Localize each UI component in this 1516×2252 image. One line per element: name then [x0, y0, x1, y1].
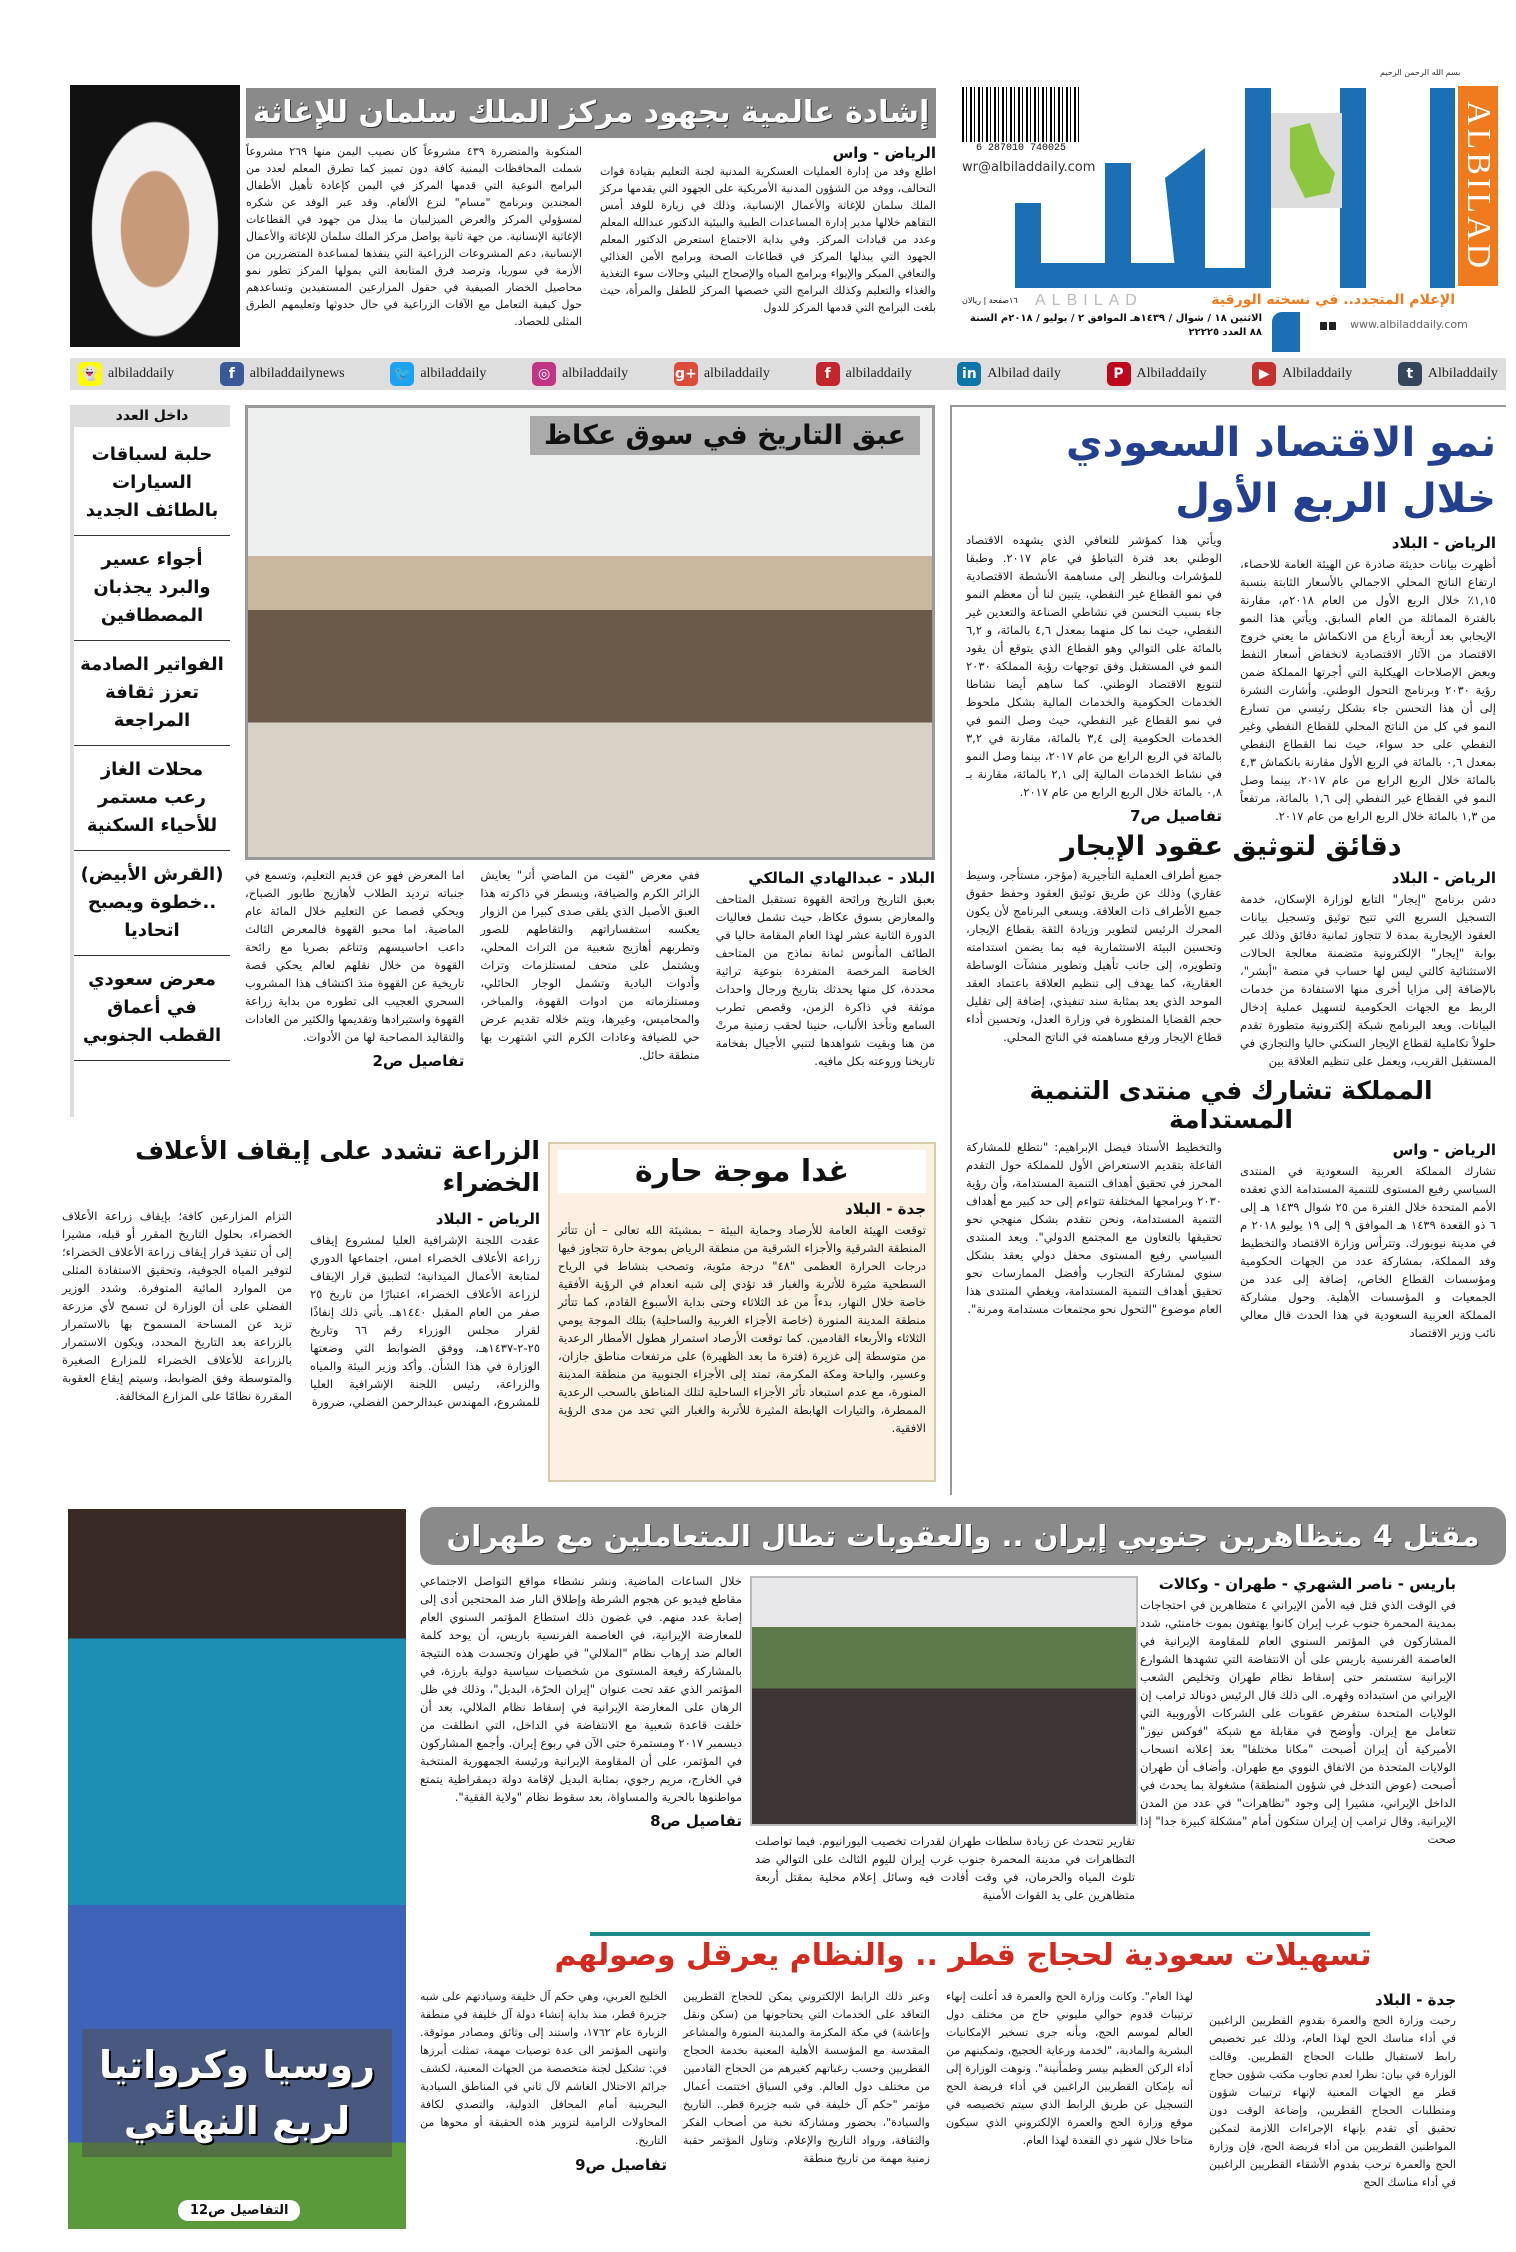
ejar-headline[interactable]: دقائق لتوثيق عقود الإيجار: [1060, 831, 1402, 862]
social-handle: albiladdaily: [845, 366, 912, 381]
iran-text-1: في الوقت الذي قتل فيه الأمن الإيراني ٤ متظاهرين في احتجاجات بمدينة المحمرة جنوب غرب إيران كانوا يهتفون بموت خامنئي، شدد المشاركون في المؤتمر السنوي العام للمقاومة الإيرانية في العاصمة الفرنسية باريس على أن الانتفاضة التي تشهدها الشوارع الإيرانية ستستمر حتى إسقاط نظام طهران وتخليص الشعب الإيراني من استبداده وقهره. الى ذلك قال الرئيس دونالد ترامب إن الولايات المتحدة ستفرض عقوبات على الشركات الأوروبية التي تتعامل مع إيران. وأوضح في مقابلة مع شبكة "فوكس نيوز" الأميركية أن إيران أصبحت "مكانا مختلفا" بعد إعلانه انسحاب الولايات المتحدة من الاتفاق النووي مع طهران. وأضاف أن طهران أصبحت (عوض التدخل في شؤون المنطقة) مشغولة بما يحدث في الداخل الإيراني، مشيرا إلى وجود "تظاهرات" في عدد من المدن الإيرانية. وقال ترامب إن إيران ستكون أمام "مشكلة كبيرة جدا" إذا صحت: [1140, 1598, 1456, 1846]
heat-box: [548, 1142, 936, 1482]
social-pinterest[interactable]: [1107, 362, 1207, 386]
ejar-dateline: الرياض - البلاد: [1391, 869, 1496, 887]
logo-tail: [1272, 312, 1300, 352]
ejar-text-2: جميع أطراف العملية التأجيرية (مؤجر، مستأجر، وسيط عقاري) وذلك عن طريق توثيق العقود وحفظ حقوق جميع الأطراف ذات العلاقة. ويسعى البرنامج لأن يكون المحرك الرئيس لتطوير وزيادة الثقة بقطاع الإيجار، وتحسين البيئة الاستثمارية فيه بما يضمن استدامته وتطويره، إلى جانب تأهيل وتطوير منشآت الوساطة العقارية، كما يهدف إلى تنظيم العلاقة باعتماد العقد الموحد الذي يعد بمثابة سند تنفيذي، إضافة إلى تقليل حجم القضايا المنظورة في وزارة العدل، وتحسين أداء قطاع الإيجار ورفع مساهمته في الناتج المحلي.: [966, 868, 1222, 1044]
inside-item[interactable]: حلبة لسباقات السيارات بالطائف الجديد: [74, 431, 230, 536]
lead-text-2: المنكوبة والمتضررة ٤٣٩ مشروعاً كان نصيب اليمن منها ٢٦٩ مشروعاً شملت المحافظات اليمنية كافة دون تمييز كما تطرق المعلم لعدد من البرامج النوعية التي قدمها المركز في اليمن كإعادة تأهيل الأطفال المجندين وبرنامج "مسام" لنزع الألغام. وقد عبر الوفد عن شكره لمسؤولي المركز والعرض الميزلبيان ما يبذل من جهود في القطاعات الإغاثية الإنسانية. من جهة ثانية يواصل مركز الملك سلمان للإغاثة والأعمال الإنسانية، دعم المشروعات الزراعية التي ينفذها لمساعدة المتضررين من الأزمة في سوريا، وترصد فرق المتابعة التي يمولها المركز تطور نمو محاصيل الخضار الصيفية في حقول المزارعين المستفيدين وتساعدهم حول كيفية التعامل مع الآفات الزراعية في حال حدوثها وتعليمهم الطرق المثلى للحصاد.: [246, 145, 583, 328]
iran-dateline: باريس - ناصر الشهري - طهران - وكالات: [1158, 1575, 1456, 1593]
qatar-text-3: وعبر ذلك الرابط الإلكتروني يمكن للحجاج القطريين التعاقد على الخدمات التي يحتاجونها من (سكن ونقل وإعاشة) في مكة المكرمة والمدينة المنورة والمشاعر المقدسة مع المؤسسة الأهلية المعنية بخدمة الحجاج القطريين وحسب رغباتهم كغيرهم من الحجاج القادمين من مختلف دول العالم. وفي السياق اختتمت أعمال مؤتمر "حكم آل خليفة في شبه جزيرة قطر.. التاريخ والسيادة"، بحضور ومشاركة نخبة من أصحاب الفكر والثقافة، ورواد التاريخ والإعلام. وتناول المؤتمر حقبة زمنية مهمة من تاريخ منطقة: [683, 1990, 930, 2165]
dateline-issue: الاثنين ١٨ / شوال / ١٤٣٩هـ الموافق ٢ / يوليو / ٢٠١٨م السنة ٨٨ العدد ٢٢٢٢٥: [969, 313, 1262, 338]
social-tumblr[interactable]: [1398, 362, 1498, 386]
barcode: [962, 87, 1080, 142]
qatar-text-4: الخليج العربي، وهي حكم آل خليفة وسيادتهم على شبه جزيرة قطر، منذ بداية إنشاء دولة آل خليفة في منطقة الزبارة عام ١٧٦٢، واستند إلى وثائق ومصادر موثوقة. وانتهى المؤتمر الى عدة توصيات مهمة، تمثلت أبرزها في: تشكيل لجنة متخصصة من الجهات المعنية، لكشف جرائم الاحتلال الغاشم لآل ثاني في المناطق السيادية البحرينية أمام المحافل الدولية، والتصدي لكافة المحاولات الرامية لتزوير هذه الحقيقة أو محوها من التاريخ.: [420, 1990, 668, 2147]
twitter-icon: 🐦: [390, 362, 414, 386]
email[interactable]: wr@albiladdaily.com: [962, 160, 1096, 175]
iran-text-left: [420, 1572, 742, 1830]
okaz-text-2: ففي معرض "لقيت من الماضي أثر" يعايش الزائر الكرم والضيافة، ويسطر في ذاكرته هذا العبق الأصيل الذي يلقى صدى كبيرا من الزوار يعكسه استفساراتهم والتقاطهم للصور وتطربهم أهازيج شعبية من التراث المحلي، ويشتمل على متحف لمستلزمات وتراث وأدوات البادية وتشمل الوجار الحائلي، ومستلزماته من ادوات القهوة، والمباخر، والمحاميس، وغيرها، ويتم خلاله تقديم عرض حي للضيافة وعادات الكرم التي اشتهرت بها منطقة حائل.: [480, 868, 700, 1062]
football-photo: [68, 1509, 406, 2229]
agri-headline[interactable]: الزراعة تشدد على إيقاف الأعلاف الخضراء: [135, 1136, 540, 1197]
sport-headline-1[interactable]: روسيا وكرواتيا: [99, 2043, 375, 2087]
flipboard-icon: f: [816, 362, 840, 386]
social-snapchat[interactable]: [78, 362, 174, 386]
sport-more-link[interactable]: التفاصيل ص12: [178, 2200, 300, 2221]
logo-english-text: ALBILAD: [1460, 100, 1497, 272]
iran-text-right: [1140, 1572, 1456, 1848]
social-handle: Albilad daily: [987, 366, 1061, 381]
social-facebook[interactable]: [220, 362, 345, 386]
inside-item[interactable]: أجواء عسير والبرد يجذبان المصطافين: [74, 536, 230, 641]
social-handle: albiladdailynews: [249, 366, 345, 381]
right-column: [950, 405, 1506, 1495]
heat-text: توقعت الهيئة العامة للأرصاد وحماية البيئة – بمشيئة الله تعالى – أن تتأثر المنطقة الشرقية والأجزاء الشرقية من منطقة الرياض بموجة حارة تتجاوز فيها درجات الحرارة العظمى "٤٨" درجة مئوية، وتصحب بنشاط في الرياح السطحية مثيرة للأتربة والغبار قد تؤدي إلى شبه انعدام في الرؤية الأفقية خاصة خلال النهار، بدءاً من غد الثلاثاء وحتى بداية الأسبوع القادم، كما تتأثر منطقة المدينة المنورة (خاصة الأجزاء الغربية والساحلية) بتلك الموجة يومي الثلاثاء والأربعاء القادمين. كما توقعت الأرصاد استمرار هطول الأمطار الرعدية من متوسطة إلى غزيرة (فترة ما بعد الظهيرة) على مرتفعات مناطق جازان، وعسير، والباحة ومكة المكرمة، تمتد إلى الأجزاء الجنوبية من منطقة المدينة المنورة، مع عدم استبعاد تأثر الأجزاء الساحلية لتلك المناطق بالسحب الرعدية الممطرة، والتيارات الهابطة المثيرة للأتربة والغبار التي تحد من مدى الرؤية الافقية.: [558, 1223, 926, 1435]
iran-caption: تقارير تتحدث عن زيادة سلطات طهران لقدرات تخصيب اليورانيوم. فيما تواصلت التظاهرات في مدينة المحمرة جنوب غرب إيران لليوم الثالث على التوالي ضد تلوث المياه والحرمان، في وقت أفادت فيه وسائل إعلام محلية بمقتل أربعة متظاهرين على يد القوات الأمنية: [755, 1834, 1135, 1902]
youtube-icon: ▶: [1252, 362, 1276, 386]
social-handle: albiladdaily: [108, 366, 175, 381]
lead-dateline: الرياض - واس: [832, 144, 936, 162]
social-flipboard[interactable]: [816, 362, 912, 386]
economy-dateline: الرياض - البلاد: [1391, 534, 1496, 552]
iran-text-2: خلال الساعات الماضية. ونشر نشطاء مواقع التواصل الاجتماعي مقاطع فيديو عن هجوم الشرطة وإطلاق النار ضد المحتجين أدى إلى إصابة عدد منهم. في غضون ذلك استطاع المؤتمر السنوي العام للمعارضة الإيرانية، في العاصمة الفرنسية باريس، أن يوحد كلمة العالم ضد إرهاب نظام "الملالي" في طهران وتجسدت هذه النتيجة بالمشاركة رفيعة المستوى من شخصيات سياسية دولية بارزة، في المؤتمر الذي عقد تحت عنوان "إيران الحرّة، البديل"، وذلك في ظل الرهان على المعارضة الإيرانية في إسقاط نظام الملالي، بعد أن خلقت قاعدة شعبية مع الانتفاضة في الداخل، التي انطلقت من ديسمبر ٢٠١٧ ومستمرة حتى الآن في ربوع إيران. وأجمع المشاركون في المؤتمر، على أن المقاومة الإيرانية ورئيسة الجمهورية المنتخبة في الخارج، مريم رجوي، بمثابة البديل لإقامة دولة ديمقراطية يتمتع مواطنوها بالحرية والمساواة، بعد سقوط نظام "ولاية الفقية".: [420, 1574, 742, 1804]
qatar-dateline: جدة - البلاد: [1375, 1991, 1456, 2009]
economy-text-1: أظهرت بيانات حديثة صادرة عن الهيئة العامة للاحصاء، ارتفاع الناتج المحلي الاجمالي بالأسعار الثابتة بنسبة ١,١٥٪ خلال الربع الأول من العام ٢٠١٨م، مقارنة بالفترة المماثلة من العام السابق. ويأتي هذا النمو الإيجابي بعد أربعة أرباع من الانكماش ما يعني خروج الاقتصاد من الآثار الاقتصادية لانخفاض أسعار النفط وبعض الإصلاحات الهيكلية التي أجرتها المملكة ضمن رؤية ٢٠٣٠ وبرنامج التحول الوطني. وأشارت النشرة إلى أن هذا التحسن جاء بشكل رئيسي من تسارع النمو في كل من الناتج المحلي للقطاع النفطي وغير النفطي على حد سواء، حيث نما القطاع النفطي بمعدل ٠,٦ بالمائة في الربع الأول مقارنة بانكماش ٤,٣ بالمائة خلال الربع الرابع من عام ٢٠١٧، بينما وصل النمو في القطاع غير النفطي إلى ١,٦ بالمائة، مرتفعاً من ١,٣ بالمائة خلال الربع الرابع من عام ٢٠١٧.: [1240, 557, 1497, 823]
lead-article: [246, 143, 936, 330]
agri-dateline: الرياض - البلاد: [435, 1210, 540, 1228]
social-handle: Albiladdaily: [1427, 366, 1498, 381]
website-squares-icon: [1320, 322, 1336, 330]
social-google-plus[interactable]: [674, 362, 770, 386]
pinterest-icon: P: [1107, 362, 1131, 386]
linkedin-icon: in: [957, 362, 981, 386]
qatar-text-1: رحبت وزارة الحج والعمرة بقدوم القطريين الراغبين في أداء مناسك الحج لهذا العام، وذلك عبر تخصيص رابط لاستقبال طلبات الحجاج القطريين. وقالت الوزارة في بيان: نظرا لعدم تجاوب مكتب شؤون حجاج قطر مع الجهات المعنية لإنهاء ترتيبات شؤون ومتطلبات الحجاج القطريين، وإضاعة الوقت دون تحقيق أي تقدم بإنهاء الإجراءات اللازمة لتمكين المواطنين القطريين من أداء فريضة الحج، فإن وزارة الحج والعمرة ترحب بقدوم الأشقاء القطريين الراغبين في أداء مناسك الحج: [1209, 2014, 1456, 2189]
inside-box: [70, 405, 230, 1117]
economy-headline[interactable]: نمو الاقتصاد السعودي خلال الربع الأول: [1065, 420, 1496, 522]
forum-headline[interactable]: المملكة تشارك في منتدى التنمية المستدامة: [1029, 1076, 1433, 1134]
forum-dateline: الرياض - واس: [1392, 1141, 1496, 1159]
lead-col-right: [600, 143, 936, 330]
lead-text-1: اطلع وفد من إدارة العمليات العسكرية المدنية لجنة التعليم بقيادة قوات التحالف، ووفد من الشؤون المدنية الأمريكية على الجهود التي يقدمها مركز الملك سلمان للإغاثة والأعمال الإنسانية، وذلك في زيارة للوفد أمس التقاهم خلالها مدير إدارة المساعدات الطبية والبيئية الدكتور عبدالله المعلم وعدد من قيادات المركز. وفي بداية الاجتماع استعرض الدكتور المعلم الجهود التي يبذلها المركز في قطاعات الصحة وبرامج الأمن الغذائي والتعافي المبكر والإيواء وبرامج المياه والإصحاح البيئي وحالات سوء التغذية والغذاء والتعليم وكذلك البرامج التي خصصها المركز للطفل والمرأة، حيث بلغت البرامج التي قدمها المركز للدول: [600, 165, 936, 314]
barcode-number: 6 287010 740025: [975, 143, 1066, 154]
okaz-text-3: اما المعرض فهو عن قديم التعليم، وتسمع في جنباته ترديد الطلاب لأهازيج طابور الصباح، ويحكي قصصا عن التعليم خلال المائة عام الماضية. اما محبو القهوة فالمعرض الثالث داعب احاسيسهم وتناغم بصريا مع رائحة القهوة من خلال نقلهم لعالم يحكي قصة تاريخية عن القهوة منذ اكتشاف هذا المشروب السحري العجيب الى تطوره من بداية زراعة القهوة واستيرادها وتقديمها والكثير من العادات والتقاليد المصاحبة لها من الأدوات.: [245, 868, 465, 1044]
qatar-text-2: لهذا العام". وكانت وزارة الحج والعمرة قد أعلنت إنهاء ترتيبات قدوم حوالي مليوني حاج من مختلف دول العالم لموسم الحج، وبأنه جرى تسخير الإمكانيات البشرية والمادية، "لخدمة ورعاية الحجيج، وتمكينهم من أداء الركن العظيم بيسر وطمأنينة". ونوهت الوزارة إلى أنه بإمكان القطريين الراغبين في أداء فريضة الحج التسجيل عن طريق الرابط الذي سيتم تخصيصه في موقع وزارة الحج والعمرة الإلكتروني الذي سيكون متاحا خلال شهر ذي القعدة لهذا العام.: [946, 1990, 1193, 2147]
okaz-dateline: البلاد - عبدالهادي المالكي: [748, 869, 935, 887]
social-linkedin[interactable]: [957, 362, 1061, 386]
iran-headline[interactable]: مقتل 4 متظاهرين جنوبي إيران .. والعقوبات تطال المتعاملين مع طهران: [420, 1507, 1506, 1565]
heat-dateline: جدة - البلاد: [845, 1200, 926, 1218]
logo-english-small: ALBILAD: [1035, 292, 1143, 309]
okaz-text-1: بعبق التاريخ ورائحة القهوة تستقبل المتاحف والمعارض بسوق عكاظ، حيث تشمل فعاليات الدورة الثانية عشر لهذا العام المقامة حاليا في الطائف المأنوس ثمانة نماذج من المتاحف الخاصة المرخصة المتفردة بنوعية تراثية محددة، كل منها يحدثك بتاريخ ورجال واحداث موثقة في ذاكرة الزمن، وقصص تطرب السامع وتأخذ الألباب، حنينا لحقب زمنية مرتْ من هنا وبقيت شواهدها لتنبي الأجيال بفخامة تاريخنا وروعته بكل مافيه.: [715, 892, 935, 1068]
heat-headline[interactable]: غدا موجة حارة: [558, 1150, 926, 1193]
basmala: بسم الله الرحمن الرحيم: [1380, 68, 1461, 77]
qatar-more-link[interactable]: تفاصيل ص9: [575, 2156, 667, 2174]
inside-title: داخل العدد: [74, 405, 230, 427]
okaz-more-link[interactable]: تفاصيل ص2: [372, 1052, 465, 1070]
social-handle: albiladdaily: [562, 366, 629, 381]
economy-text-2: ويأتي هذا كمؤشر للتعافي الذي يشهده الاقتصاد الوطني بعد فترة التباطؤ في عام ٢٠١٧. وطبقا للمؤشرات وبالنظر إلى مساهمة الأنشطة الاقتصادية في نمو القطاع غير النفطي، يتبين لنا أن معظم النمو جاء بسبب التحسن في نشاطي الصناعة والتعدين غير النفطي، حيث نما كل منهما بمعدل ٤,٦ بالمائة، و ٦,٢ بالمائة على التوالي وهو القطاع الذي يتوقع أن يقود النمو في المستقبل وفق توجهات رؤية المملكة ٢٠٣٠ لتنويع الاقتصاد الوطني. كما ساهم أيضا نشاطا الخدمات الحكومية والخدمات المالية بشكل ملحوظ في نمو القطاع غير النفطي، حيث وصل النمو في الخدمات الحكومية إلى ٣,٤ بالمائة، مقارنة في ٣,٢ بالمائة في الربع الرابع من عام ٢٠١٧، بينما وصل النمو في نشاط الخدمات المالية إلى ٢,١ بالمائة، مقارنة بـ ٠,٨ بالمائة خلال الربع الرابع من عام ٢٠١٧.: [966, 533, 1223, 799]
agri-text-1: عقدت اللجنة الإشرافية العليا لمشروع إيقاف زراعة الأعلاف الخضراء امس، اجتماعها الدوري لمتابعة الأعمال الميدانية؛ لتطبيق قرار الإيقاف لزراعة الأعلاف الخضراء، اعتبارًا من تاريخ ٢٥ صفر من العام المقبل ١٤٤٠هـ. يأتي ذلك إنفاذًا لقرار مجلس الوزراء رقم ٦٦ وتاريخ ٢٥-٢-١٤٣٧هـ، ووفق الضوابط التي وضعتها الوزارة في هذا الشأن. وأكد وزير البيئة والمياه والزراعة، رئيس اللجنة الإشرافية العليا للمشروع، المهندس عبدالرحمن الفضلي، ضرورة: [310, 1233, 540, 1409]
tagline: الإعلام المتجدد.. في نسخته الورقية: [1211, 292, 1455, 308]
forum-text-2: والتخطيط الأستاذ فيصل الإبراهيم: "نتطلع للمشاركة الفاعلة بتقديم الاستعراض الأول للمملكة حول التقدم المحرز في تحقيق أهداف التنمية المستدامة، وأن رؤية ٢٠٣٠ وبرامجها المختلفة تتواءم إلى حد كبير مع أهداف التنمية المستدامة، ونحن نتقدم بشكل منهجي نحو تحقيقها بالتعاون مع المجتمع الدولي". ويعد المنتدى السياسي رفيع المستوى محفل دولي يعقد بشكل سنوي لمشاركة التجارب وأفضل الممارسات نحو تحقيق أهداف التنمية المستدامة، ويغطي المنتدى هذا العام موضوع "التحول نحو مجتمعات مستدامة ومرنة".: [966, 1140, 1222, 1316]
agri-article: [62, 1135, 540, 1411]
snapchat-icon: 👻: [78, 362, 102, 386]
google-plus-icon: g+: [674, 362, 698, 386]
forum-text-1: تشارك المملكة العربية السعودية في المنتدى السياسي رفيع المستوى للتنمية المستدامة الذي تعقده الأمم المتحدة خلال الفترة من ٢٥ شوال ١٤٣٩ هـ إلى ٦ ذو القعدة ١٤٣٩ هـ الموافق ٩ إلى ١٩ يوليو ٢٠١٨ م في مدينة نيويورك. وتترأس وزارة الاقتصاد والتخطيط وفد المملكة، بمشاركة عدد من الجهات الحكومية ومؤسسات القطاع الخاص، إضافة إلى عدد من الجمعيات و المؤسسات الأهلية. وحول مشاركة المملكة العربية السعودية في هذا الحدث قال معالي نائب وزير الاقتصاد: [1240, 1164, 1496, 1340]
inside-item[interactable]: (القرش الأبيض) ..خطوة ويصبح اتحاديا: [74, 851, 230, 956]
inside-item[interactable]: الفواتير الصادمة تعزز ثقافة المراجعة: [74, 641, 230, 746]
social-handle: Albiladdaily: [1136, 366, 1207, 381]
inside-item[interactable]: محلات الغاز رعب مستمر للأحياء السكنية: [74, 746, 230, 851]
qatar-headline[interactable]: تسهيلات سعودية لحجاج قطر .. والنظام يعرقل وصولهم: [554, 1938, 1372, 1973]
iran-more-link[interactable]: تفاصيل ص8: [650, 1812, 742, 1830]
economy-more-link[interactable]: تفاصيل ص7: [1130, 807, 1222, 825]
sport-headline-2[interactable]: لربع النهائي: [123, 2099, 351, 2143]
iran-protest-photo: [750, 1576, 1138, 1826]
website[interactable]: www.albiladdaily.com: [1350, 318, 1468, 331]
lead-headline[interactable]: إشادة عالمية بجهود مركز الملك سلمان للإغاثة: [246, 88, 936, 138]
social-instagram[interactable]: [532, 362, 628, 386]
social-handle: albiladdaily: [420, 366, 487, 381]
okaz-headline[interactable]: عبق التاريخ في سوق عكاظ: [530, 416, 920, 455]
okaz-article: [245, 866, 935, 1070]
agri-text-2: التزام المزارعين كافة؛ بإيقاف زراعة الأعلاف الخضراء، بحلول التاريخ المقرر أو قبله، مشيرا إلى أن تنفيذ قرار إيقاف زراعة الأعلاف الخضراء؛ لتوفير المياه الجوفية، وتحقيق الاستفادة المثلى من الموارد المائية المتوفرة. وشدد الوزير الفضلي على أن الوزارة لن تسمح لأي مزرعة تزيد عن المساحة المسموح بها بالاستمرار بالزراعة بعد التاريخ المحدد، ويكون الاستمرار بالزراعة للأعلاف الخضراء للمزارع الصغيرة والمتوسطة وفق الضوابط، وسيتم إيقاع العقوبة المقررة نظامًا على المزارع المخالفة.: [62, 1209, 292, 1403]
logo-english-strip: [1458, 86, 1498, 286]
ejar-text-1: دشن برنامج "إيجار" التابع لوزارة الإسكان، خدمة التسجيل السريع التي تتيح توثيق وتسجيل بيانات العقود الإيجارية بمدة لا تتجاوز ثمانية دقائق وذلك عبر بوابة "إيجار" الإلكترونية متضمنة معالجة الحالات الاستثنائية كالتي ليس لها حساب في منصة "أبشر"، بالإضافة إلى مزايا أخرى منها الاستفادة من خدمات الربط مع الجهات الحكومية لتسهيل عملية إدخال البيانات. ويعد البرنامج شبكة إلكترونية متطورة تقدم حلولاً تكاملية لقطاع الإيجار السكني حاليا والتجاري في المستقبل القريب، ويعمل على تنظيم العلاقة بين: [1240, 892, 1496, 1068]
teal-divider: [590, 1932, 1370, 1936]
social-handle: albiladdaily: [703, 366, 770, 381]
qatar-article: [420, 1988, 1456, 2192]
inside-item[interactable]: معرض سعودي في أعماق القطب الجنوبي: [74, 956, 230, 1061]
tumblr-icon: t: [1398, 362, 1422, 386]
instagram-icon: ◎: [532, 362, 556, 386]
social-twitter[interactable]: [390, 362, 486, 386]
price: ١٦صفحة | ريالان: [962, 296, 1018, 305]
king-photo: [70, 85, 240, 347]
social-youtube[interactable]: [1252, 362, 1352, 386]
social-handle: Albiladdaily: [1282, 366, 1353, 381]
okaz-photo: [245, 405, 935, 860]
social-bar: [70, 358, 1506, 390]
facebook-icon: f: [220, 362, 244, 386]
